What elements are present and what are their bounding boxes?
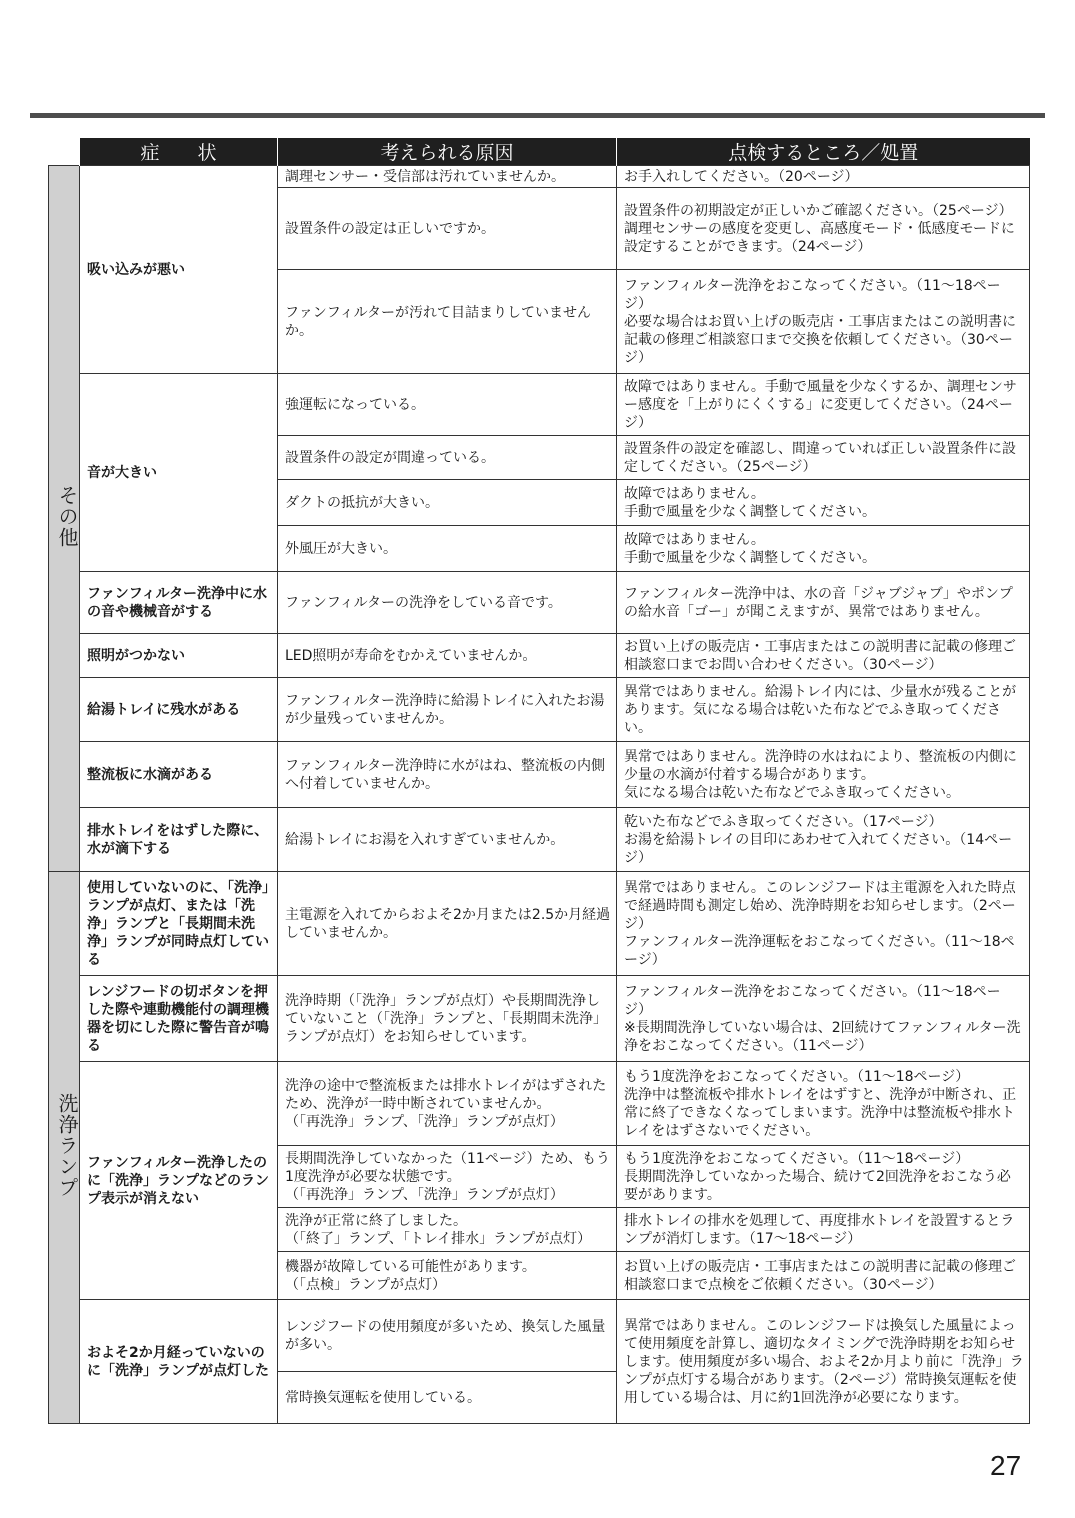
cause-cell: LED照明が寿命をむかえていませんか。 (278, 634, 617, 678)
cause-cell: ファンフィルター洗浄時に給湯トレイに入れたお湯が少量残っていませんか。 (278, 678, 617, 742)
cause-cell: 外風圧が大きい。 (278, 526, 617, 572)
symptom-cell: 排水トレイをはずした際に、水が滴下する (80, 808, 278, 872)
fix-cell: 乾いた布などでふき取ってください。（17ページ） お湯を給湯トレイの目印にあわせて入れてください。（14ページ） (617, 808, 1030, 872)
cause-cell: 主電源を入れてからおよそ2か月または2.5か月経過していませんか。 (278, 872, 617, 976)
table-row (49, 572, 1030, 634)
table-row (49, 1062, 1030, 1146)
table-row (49, 374, 1030, 436)
fix-cell: お買い上げの販売店・工事店またはこの説明書に記載の修理ご相談窓口までお問い合わせください。（30ページ） (617, 634, 1030, 678)
table-row (49, 808, 1030, 872)
header-cause: 考えられる原因 (278, 138, 617, 166)
table-row (49, 872, 1030, 976)
page-number: 27 (990, 1450, 1022, 1481)
cause-cell: ダクトの抵抗が大きい。 (278, 480, 617, 526)
table-row (49, 976, 1030, 1062)
table-row (49, 742, 1030, 808)
cause-cell: 給湯トレイにお湯を入れすぎていませんか。 (278, 808, 617, 872)
fix-cell: 排水トレイの排水を処理して、再度排水トレイを設置するとランプが消灯します。（17～18ページ） (617, 1208, 1030, 1252)
symptom-cell: 照明がつかない (80, 634, 278, 678)
symptom-cell: 吸い込みが悪い (80, 166, 278, 374)
fix-cell: 設置条件の設定を確認し、間違っていれば正しい設置条件に設定してください。（25ページ） (617, 436, 1030, 480)
cause-cell: ファンフィルターが汚れて目詰まりしていませんか。 (278, 270, 617, 374)
symptom-cell: 給湯トレイに残水がある (80, 678, 278, 742)
fix-cell: ファンフィルター洗浄をおこなってください。（11～18ページ） ※長期間洗浄していない場合は、2回続けてファンフィルター洗浄をおこなってください。（11ページ） (617, 976, 1030, 1062)
fix-cell: もう1度洗浄をおこなってください。（11～18ページ） 長期間洗浄していなかった場合、続けて2回洗浄をおこなう必要があります。 (617, 1146, 1030, 1208)
cause-cell: レンジフードの使用頻度が多いため、換気した風量が多い。 (278, 1300, 617, 1372)
category-label: 洗浄ランプ (55, 1092, 79, 1198)
header-fix: 点検するところ／処置 (617, 138, 1030, 166)
fix-cell: 異常ではありません。洗浄時の水はねにより、整流板の内側に少量の水滴が付着する場合があります。 気になる場合は乾いた布などでふき取ってください。 (617, 742, 1030, 808)
fix-cell: 故障ではありません。手動で風量を少なくするか、調理センサー感度を「上がりにくくする」に変更してください。（24ページ） (617, 374, 1030, 436)
table-row (49, 634, 1030, 678)
fix-cell: もう1度洗浄をおこなってください。（11～18ページ） 洗浄中は整流板や排水トレイをはずすと、洗浄が中断され、正常に終了できなくなってしまいます。洗浄中は整流板や排水トレイをはずさないでください。 (617, 1062, 1030, 1146)
top-rule (30, 113, 1045, 118)
fix-cell: 異常ではありません。給湯トレイ内には、少量水が残ることがあります。気になる場合は乾いた布などでふき取ってください。 (617, 678, 1030, 742)
fix-cell: ファンフィルター洗浄をおこなってください。（11～18ページ） 必要な場合はお買い上げの販売店・工事店またはこの説明書に記載の修理ご相談窓口まで交換を依頼してください。（30ページ） (617, 270, 1030, 374)
fix-cell: 故障ではありません。 手動で風量を少なく調整してください。 (617, 480, 1030, 526)
symptom-cell: ファンフィルター洗浄中に水の音や機械音がする (80, 572, 278, 634)
table-row (49, 1300, 1030, 1372)
cause-cell: 長期間洗浄していなかった（11ページ）ため、もう1度洗浄が必要な状態です。 （「再洗浄」ランプ、「洗浄」ランプが点灯） (278, 1146, 617, 1208)
table-body (49, 166, 1030, 1424)
fix-cell: ファンフィルター洗浄中は、水の音「ジャブジャブ」やポンプの給水音「ゴー」が聞こえますが、異常ではありません。 (617, 572, 1030, 634)
symptom-cell: レンジフードの切ボタンを押した際や連動機能付の調理機器を切にした際に警告音が鳴る (80, 976, 278, 1062)
fix-cell: 設置条件の初期設定が正しいかご確認ください。（25ページ） 調理センサーの感度を変更し、高感度モード・低感度モードに設定することができます。（24ページ） (617, 188, 1030, 270)
cause-cell: ファンフィルター洗浄時に水がはね、整流板の内側へ付着していませんか。 (278, 742, 617, 808)
cause-cell: 洗浄の途中で整流板または排水トレイがはずされたため、洗浄が一時中断されていませんか。 （「再洗浄」ランプ、「洗浄」ランプが点灯） (278, 1062, 617, 1146)
symptom-cell: およそ2か月経っていないのに「洗浄」ランプが点灯した (80, 1300, 278, 1424)
category-label: その他 (55, 484, 79, 548)
cause-cell: ファンフィルターの洗浄をしている音です。 (278, 572, 617, 634)
fix-cell: お買い上げの販売店・工事店またはこの説明書に記載の修理ご相談窓口まで点検をご依頼ください。（30ページ） (617, 1252, 1030, 1300)
table-row (49, 678, 1030, 742)
header-symptom: 症 状 (80, 138, 278, 166)
cause-cell: 設置条件の設定が間違っている。 (278, 436, 617, 480)
cause-cell: 常時換気運転を使用している。 (278, 1372, 617, 1424)
table-header-row (49, 138, 1030, 166)
troubleshooting-table (48, 138, 1030, 1424)
fix-cell: お手入れしてください。（20ページ） (617, 166, 1030, 188)
cause-cell: 調理センサー・受信部は汚れていませんか。 (278, 166, 617, 188)
symptom-cell: 音が大きい (80, 374, 278, 572)
cause-cell: 設置条件の設定は正しいですか。 (278, 188, 617, 270)
fix-cell: 異常ではありません。このレンジフードは主電源を入れた時点で経過時間も測定し始め、洗浄時期をお知らせします。（2ページ） ファンフィルター洗浄運転をおこなってください。（11～18ページ） (617, 872, 1030, 976)
header-blank (49, 138, 80, 166)
cause-cell: 洗浄が正常に終了しました。 （「終了」ランプ、「トレイ排水」ランプが点灯） (278, 1208, 617, 1252)
cause-cell: 洗浄時期（「洗浄」ランプが点灯）や長期間洗浄していないこと（「洗浄」ランプと、「長期間未洗浄」ランプが点灯）をお知らせしています。 (278, 976, 617, 1062)
fix-cell: 異常ではありません。このレンジフードは換気した風量によって使用頻度を計算し、適切なタイミングで洗浄時期をお知らせします。使用頻度が多い場合、およそ2か月より前に「洗浄」ランプが点灯する場合があります。（2ページ）常時換気運転を使用している場合は、月に約1回洗浄が必要になります。 (617, 1300, 1030, 1424)
symptom-cell: 整流板に水滴がある (80, 742, 278, 808)
table-row (49, 166, 1030, 188)
category-other (49, 166, 80, 872)
cause-cell: 機器が故障している可能性があります。 （「点検」ランプが点灯） (278, 1252, 617, 1300)
category-wash-lamp (49, 872, 80, 1424)
symptom-cell: 使用していないのに、「洗浄」ランプが点灯、または「洗浄」ランプと「長期間未洗浄」ランプが同時点灯している (80, 872, 278, 976)
cause-cell: 強運転になっている。 (278, 374, 617, 436)
fix-cell: 故障ではありません。 手動で風量を少なく調整してください。 (617, 526, 1030, 572)
symptom-cell: ファンフィルター洗浄したのに「洗浄」ランプなどのランプ表示が消えない (80, 1062, 278, 1300)
